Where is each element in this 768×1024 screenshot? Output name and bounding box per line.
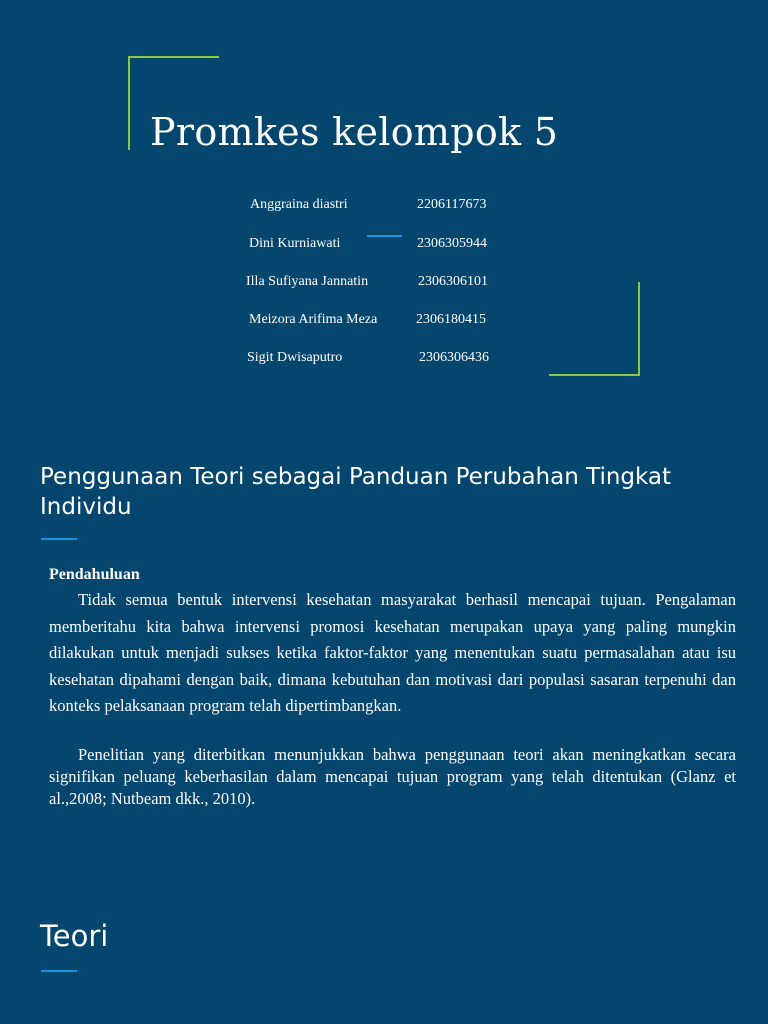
section-title: Teori	[40, 919, 109, 953]
member-nim: 2306306101	[418, 274, 488, 289]
green-frame-vertical-right	[638, 282, 640, 376]
green-frame-horizontal-bottom	[549, 374, 640, 376]
member-name: Dini Kurniawati	[249, 236, 341, 251]
member-name: Sigit Dwisaputro	[247, 350, 343, 365]
body-paragraph: Tidak semua bentuk intervensi kesehatan masyarakat berhasil mencapai tujuan. Pengalaman memberitahu kita bahwa intervensi promosi kesehatan merupakan upaya yang paling mungkin dilakukan untuk menjadi sukses ketika faktor-faktor yang menentukan suatu permasalahan atau isu kesehatan dipahami dengan baik, dimana kebutuhan dan motivasi dari populasi sasaran terpenuhi dan konteks pelaksanaan program telah dipertimbangkan.	[49, 590, 736, 715]
member-nim: 2306306436	[419, 350, 489, 365]
subsection-heading: Pendahuluan	[49, 566, 140, 583]
member-nim: 2306180415	[416, 312, 486, 327]
member-name: Illa Sufiyana Jannatin	[246, 274, 369, 289]
blue-underline	[41, 970, 77, 972]
body-paragraph: Penelitian yang diterbitkan menunjukkan bahwa penggunaan teori akan meningkatkan secara signifikan peluang keberhasilan dalam mencapai tujuan program yang telah ditentukan (Glanz et al.,2008; Nutbeam dkk., 2010).	[49, 745, 736, 808]
green-frame-horizontal-top	[128, 56, 219, 58]
member-name: Anggraina diastri	[250, 197, 348, 212]
member-name: Meizora Arifima Meza	[249, 312, 378, 327]
member-nim: 2206117673	[417, 197, 487, 212]
green-frame-vertical-left	[128, 57, 130, 150]
section-title: Penggunaan Teori sebagai Panduan Perubahan Tingkat Individu	[40, 464, 672, 520]
blue-underline	[41, 538, 77, 540]
member-nim: 2306305944	[417, 236, 487, 251]
slide-title: Promkes kelompok 5	[150, 110, 559, 154]
blue-accent-divider	[367, 235, 402, 237]
